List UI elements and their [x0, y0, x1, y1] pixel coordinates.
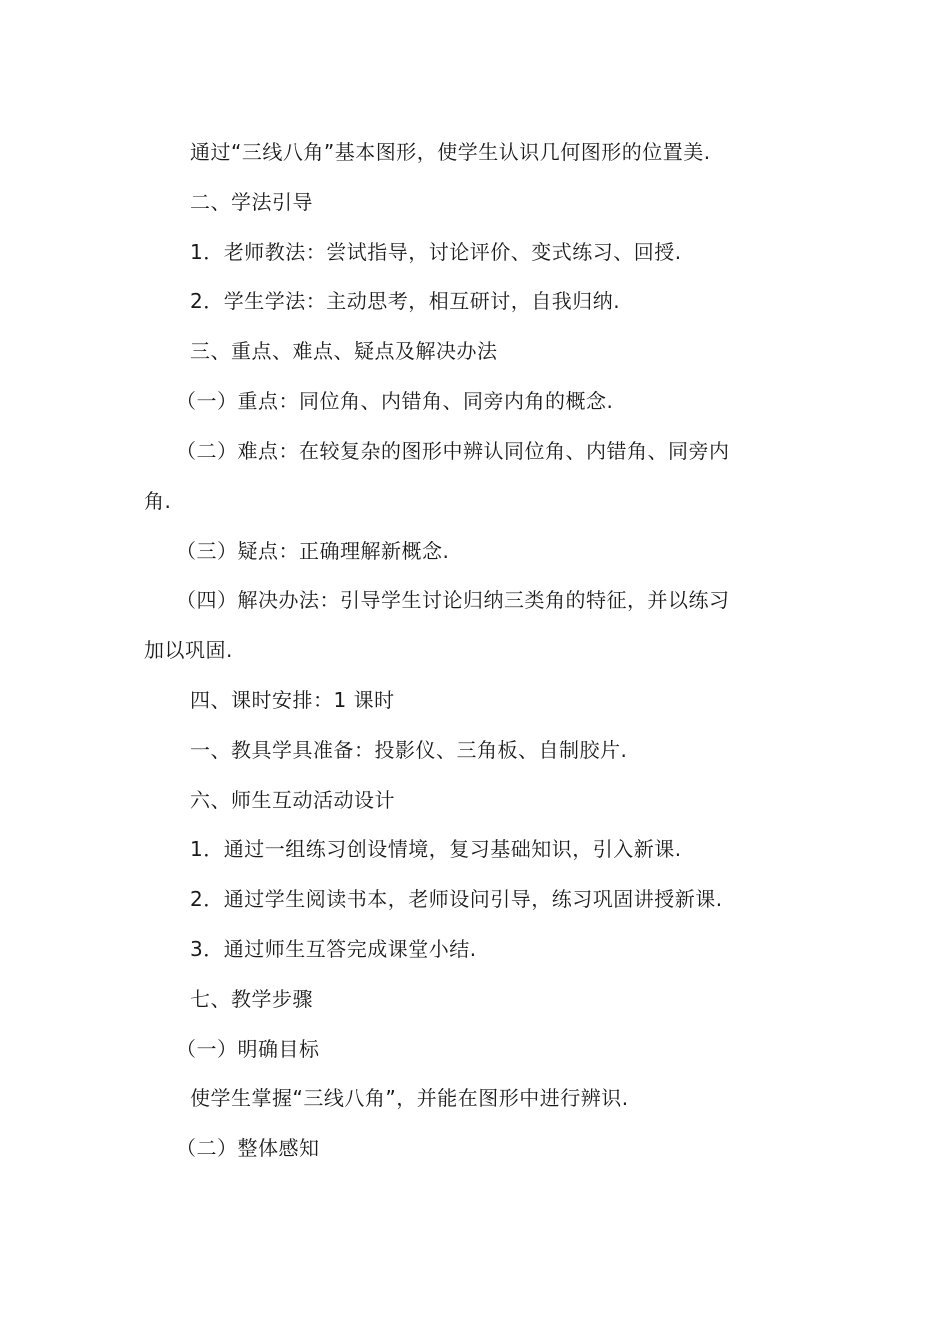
section-heading: 一、教具学具准备：投影仪、三角板、自制胶片. — [190, 738, 628, 762]
list-item: 2．学生学法：主动思考，相互研讨，自我归纳. — [190, 289, 621, 313]
section-heading: 六、师生互动活动设计 — [190, 788, 395, 812]
list-item: （三）疑点：正确理解新概念. — [176, 539, 450, 563]
paragraph-line: 使学生掌握“三线八角”，并能在图形中进行辨识. — [190, 1086, 629, 1110]
list-item: （二）难点：在较复杂的图形中辨认同位角、内错角、同旁内 — [176, 439, 730, 463]
list-item: （一）重点：同位角、内错角、同旁内角的概念. — [176, 389, 614, 413]
list-item: 1．老师教法：尝试指导，讨论评价、变式练习、回授. — [190, 240, 682, 264]
section-heading: 七、教学步骤 — [190, 987, 313, 1011]
section-heading: 四、课时安排：1 课时 — [190, 688, 395, 712]
list-item: 2．通过学生阅读书本，老师设问引导，练习巩固讲授新课. — [190, 887, 723, 911]
list-item: 1．通过一组练习创设情境，复习基础知识，引入新课. — [190, 837, 682, 861]
paragraph-line: 角. — [144, 489, 172, 513]
list-item: （四）解决办法：引导学生讨论归纳三类角的特征，并以练习 — [176, 588, 730, 612]
list-item: 3．通过师生互答完成课堂小结. — [190, 937, 477, 961]
paragraph-line: 加以巩固. — [144, 638, 233, 662]
section-heading: 三、重点、难点、疑点及解决办法 — [190, 339, 498, 363]
section-heading: 二、学法引导 — [190, 190, 313, 214]
paragraph-line: 通过“三线八角”基本图形，使学生认识几何图形的位置美. — [190, 140, 711, 164]
subsection-heading: （一）明确目标 — [176, 1037, 320, 1061]
subsection-heading: （二）整体感知 — [176, 1136, 320, 1160]
